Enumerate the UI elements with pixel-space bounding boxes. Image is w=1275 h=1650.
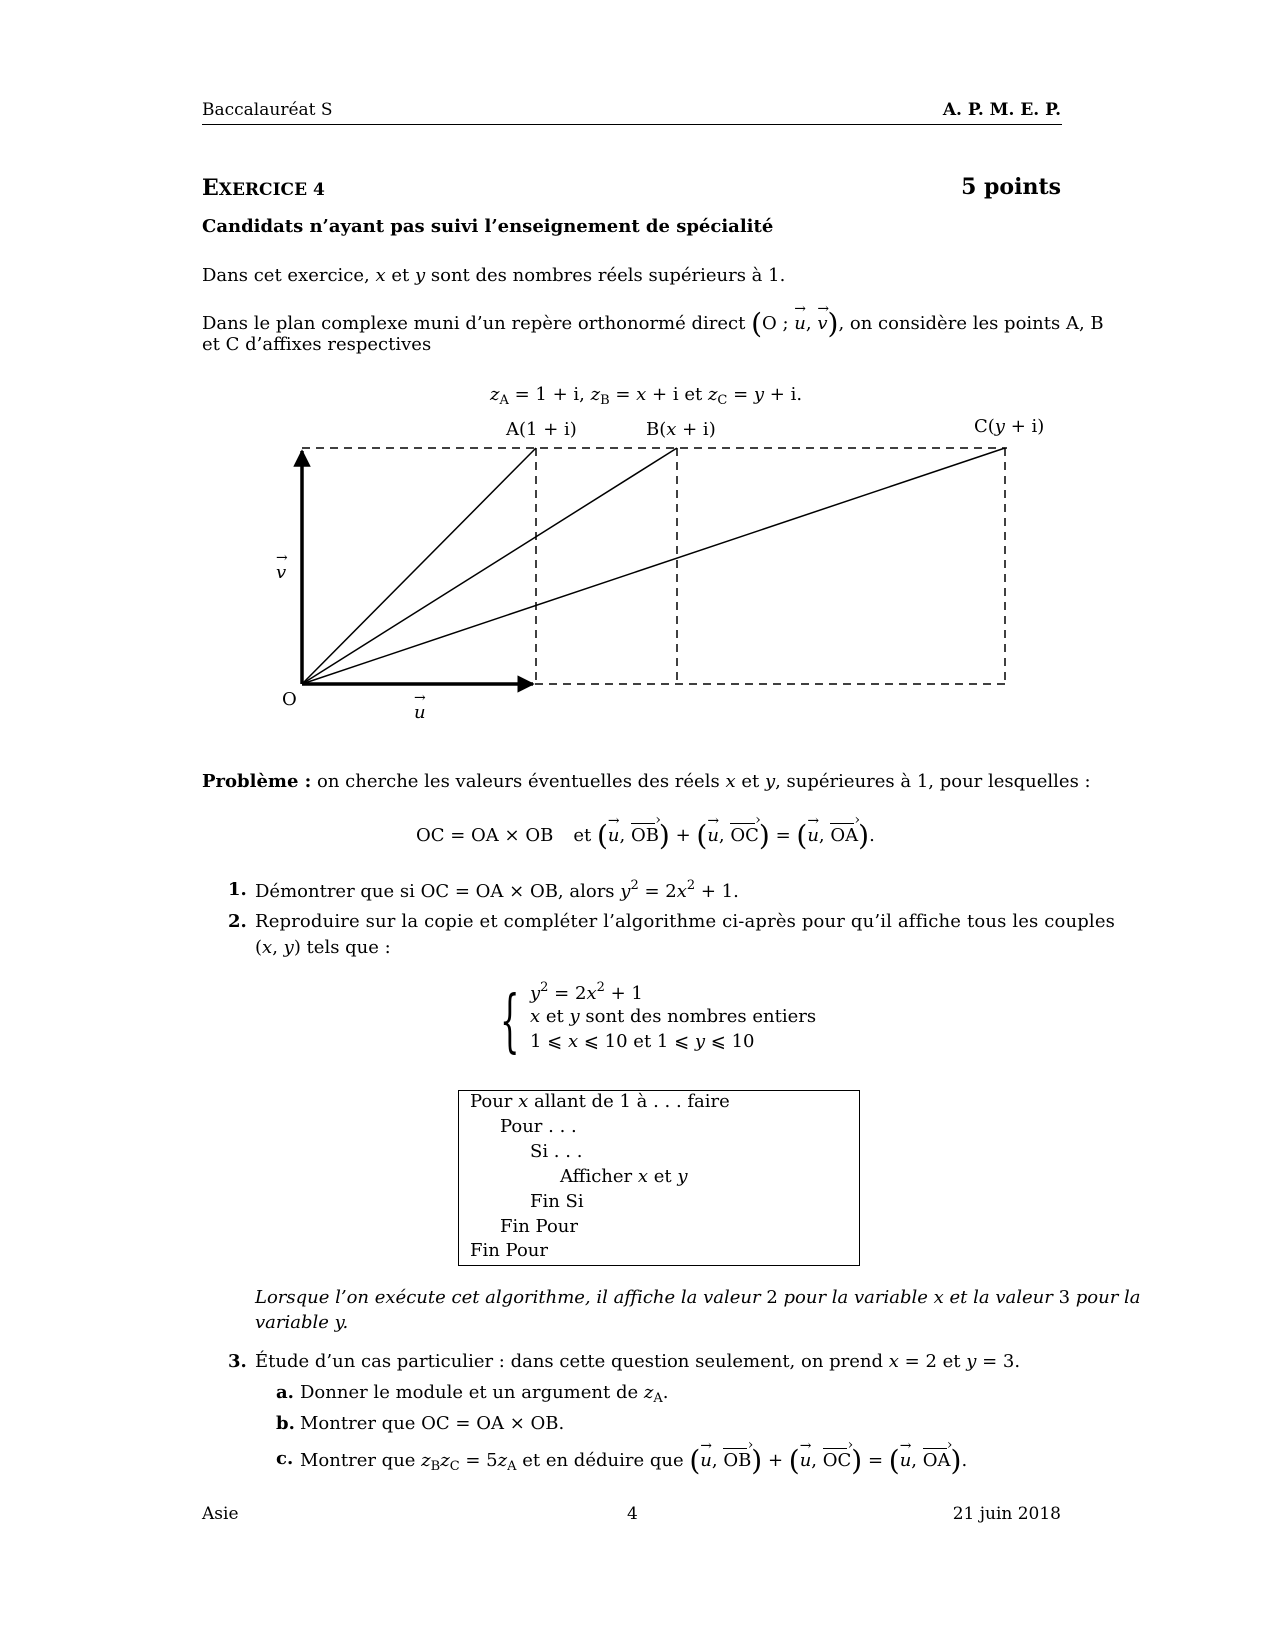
problem-equation: OC = OA × OB et (→ u, OB ›) + (→ u, OC ›) = (→ u, OA ›).	[416, 818, 875, 854]
intro-line-1: Dans cet exercice, x et y sont des nombres réels supérieurs à 1.	[202, 265, 786, 286]
algo-line-2: Pour . . .	[500, 1116, 577, 1137]
intro-line-2: Dans le plan complexe muni d’un repère orthonormé direct (O ; → u, → v), on considère les points A, B	[202, 306, 1104, 342]
system-line-3: 1 ⩽ x ⩽ 10 et 1 ⩽ y ⩽ 10	[530, 1031, 755, 1052]
header-left: Baccalauréat S	[202, 100, 333, 120]
q1-number: 1.	[228, 879, 247, 900]
exercise-points: 5 points	[961, 174, 1061, 200]
algo-line-1: Pour x allant de 1 à . . . faire	[470, 1091, 730, 1112]
exercise-title: EXERCICE 4	[202, 175, 325, 201]
system-line-1: $y^2 = 2x^2 + 1$	[530, 980, 643, 1004]
label-C: C(y + i)	[974, 416, 1045, 437]
q3b-label: b.	[276, 1413, 295, 1434]
q2-number: 2.	[228, 911, 247, 932]
system-brace: {	[500, 982, 520, 1061]
affixes-equation: $z_A = 1 + i$, $z_B = x + i$ et $z_C = y + i$.	[490, 384, 803, 408]
header-right: A. P. M. E. P.	[942, 100, 1061, 120]
q3c-label: c.	[276, 1448, 294, 1469]
label-A: A(1 + i)	[506, 419, 577, 440]
segment-OC	[302, 448, 1005, 684]
note-line-1: Lorsque l’on exécute cet algorithme, il affiche la valeur 2 pour la variable x et la valeur 3 pour la	[255, 1287, 1141, 1308]
algo-line-6: Fin Pour	[500, 1216, 578, 1237]
problem-statement: Problème : on cherche les valeurs éventuelles des réels x et y, supérieures à 1, pour lesquelles :	[202, 771, 1091, 792]
q3c-text: Montrer que $z_Bz_C = 5z_A$ et en déduire que (→ u, OB ›) + (→ u, OC ›) = (→ u, OA ›).	[300, 1443, 967, 1479]
algo-line-3: Si . . .	[530, 1141, 583, 1162]
q3a-text: Donner le module et un argument de $z_A$.	[300, 1382, 669, 1406]
algo-line-7: Fin Pour	[470, 1240, 548, 1261]
intro-line-3: et C d’affixes respectives	[202, 334, 432, 355]
note-line-2: variable y.	[255, 1312, 349, 1333]
q3-text: Étude d’un cas particulier : dans cette question seulement, on prend x = 2 et y = 3.	[255, 1351, 1021, 1372]
u-vector: → u	[794, 309, 806, 333]
q2-line-2: (x, y) tels que :	[255, 937, 391, 958]
q3-number: 3.	[228, 1351, 247, 1372]
q3b-text: Montrer que OC = OA × OB.	[300, 1413, 565, 1434]
v-vector: → v	[817, 309, 827, 333]
algo-line-5: Fin Si	[530, 1191, 584, 1212]
system-line-2: x et y sont des nombres entiers	[530, 1006, 817, 1027]
label-B: B(x + i)	[646, 419, 716, 440]
geometry-figure	[0, 0, 1275, 740]
label-O: O	[282, 689, 297, 710]
q2-line-1: Reproduire sur la copie et compléter l’algorithme ci-après pour qu’il affiche tous les couples	[255, 911, 1116, 932]
algo-line-4: Afficher x et y	[560, 1166, 688, 1187]
label-u: → u	[414, 698, 426, 724]
q3a-label: a.	[276, 1382, 294, 1403]
label-v: → v	[276, 558, 286, 584]
footer-date: 21 juin 2018	[952, 1504, 1061, 1524]
segment-OA	[302, 448, 536, 684]
q1-text: Démontrer que si OC = OA × OB, alors $y^2 = 2x^2 + 1$.	[255, 878, 739, 902]
segment-OB	[302, 448, 677, 684]
exercise-subtitle: Candidats n’ayant pas suivi l’enseignement de spécialité	[202, 216, 774, 237]
footer-page-number: 4	[627, 1504, 638, 1524]
footer-left: Asie	[202, 1504, 239, 1524]
